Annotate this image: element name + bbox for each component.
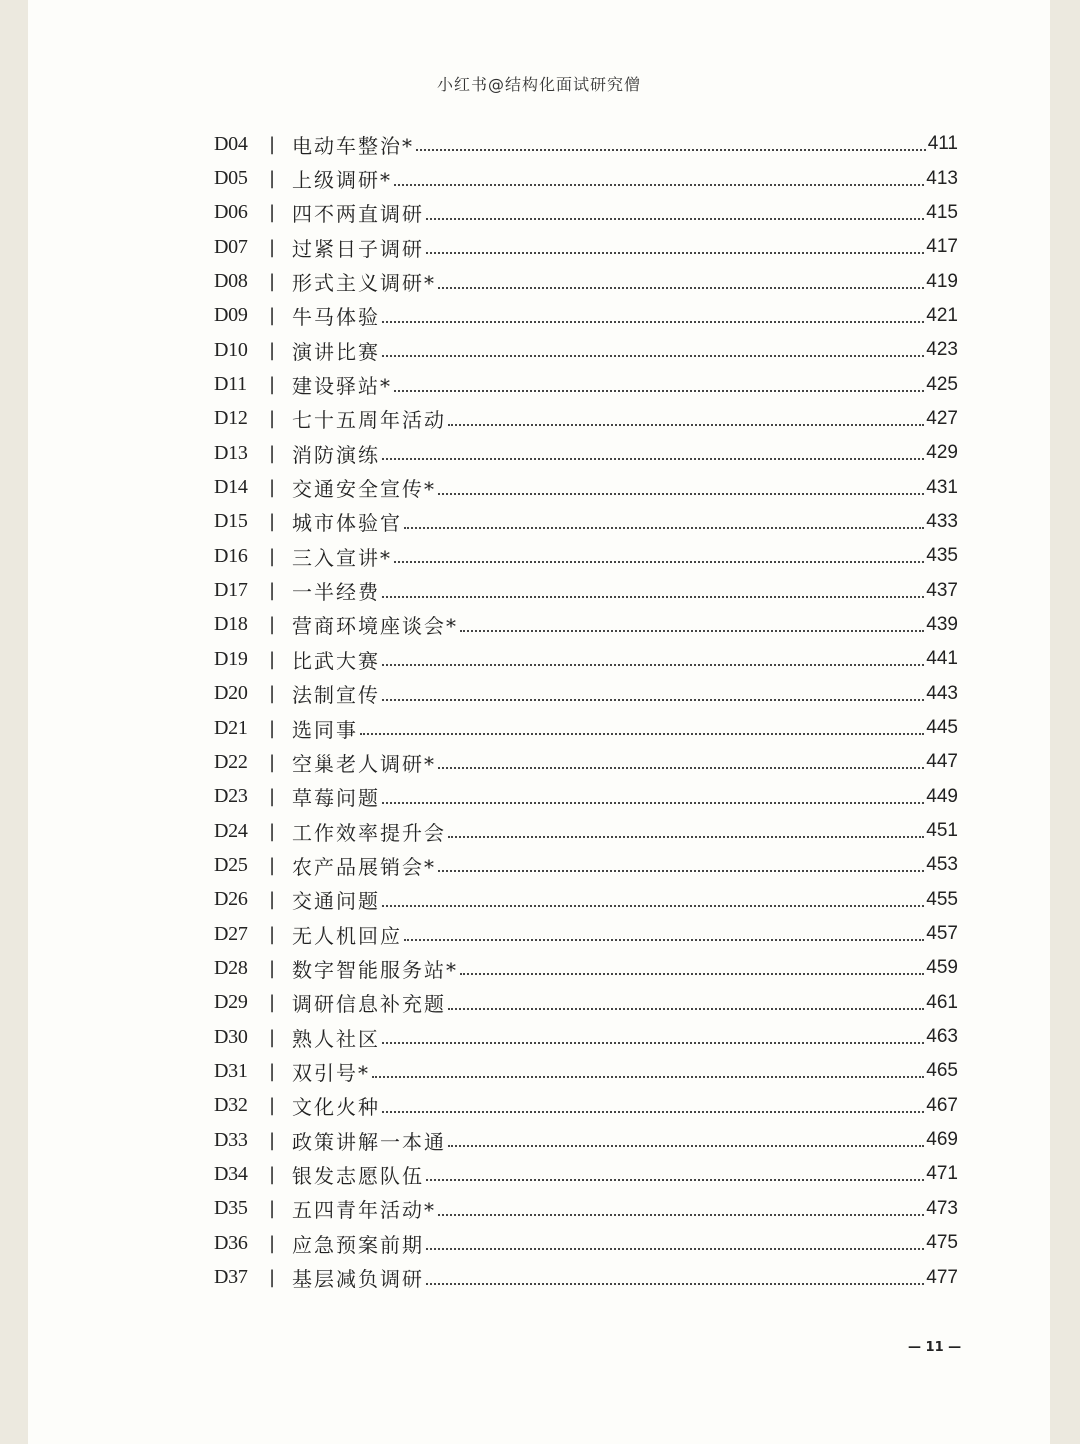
toc-entry-code: D36 [214, 1231, 248, 1254]
toc-entry-separator: | [268, 374, 276, 396]
toc-dot-leader [448, 1141, 924, 1147]
toc-dot-leader [382, 660, 924, 666]
toc-entry-page: 455 [926, 888, 958, 910]
toc-entry-separator: | [268, 168, 276, 190]
toc-entry-separator: | [268, 580, 276, 602]
toc-entry[interactable] [214, 711, 958, 745]
toc-entry-title: 牛马体验 [292, 305, 380, 330]
toc-entry-code: D32 [214, 1094, 248, 1117]
toc-dot-leader [448, 1004, 924, 1010]
toc-entry-code: D30 [214, 1025, 248, 1048]
toc-entry-title: 三入宣讲* [292, 545, 392, 570]
toc-entry-code: D13 [214, 441, 248, 464]
toc-dot-leader [394, 557, 924, 563]
toc-entry[interactable] [214, 917, 958, 951]
toc-entry-page: 423 [926, 339, 958, 361]
toc-entry-page: 411 [927, 133, 958, 155]
toc-entry-page: 459 [926, 957, 958, 979]
toc-dot-leader [382, 454, 924, 460]
toc-entry-title: 熟人社区 [292, 1026, 380, 1051]
toc-entry-title: 演讲比赛 [292, 339, 380, 364]
toc-entry[interactable] [214, 1157, 958, 1191]
toc-entry-page: 415 [926, 201, 958, 223]
toc-entry-page: 433 [926, 510, 958, 532]
toc-entry-page: 475 [926, 1232, 958, 1254]
toc-entry-page: 461 [926, 991, 958, 1013]
toc-entry-title: 四不两直调研 [292, 202, 424, 227]
toc-entry-separator: | [268, 271, 276, 293]
toc-entry-title: 五四青年活动* [292, 1198, 436, 1223]
toc-entry-code: D10 [214, 338, 248, 361]
toc-entry-page: 447 [926, 751, 958, 773]
toc-dot-leader [394, 180, 924, 186]
toc-entry[interactable] [214, 848, 958, 882]
toc-dot-leader [438, 866, 924, 872]
toc-entry[interactable] [214, 505, 958, 539]
toc-entry[interactable] [214, 883, 958, 917]
toc-entry-title: 电动车整治* [292, 133, 414, 158]
toc-entry-separator: | [268, 236, 276, 258]
toc-entry-page: 477 [926, 1266, 958, 1288]
toc-entry-title: 一半经费 [292, 580, 380, 605]
toc-entry[interactable] [214, 642, 958, 676]
toc-dot-leader [382, 351, 924, 357]
toc-entry-page: 449 [926, 785, 958, 807]
toc-dot-leader [426, 1279, 924, 1285]
toc-dot-leader [382, 798, 924, 804]
toc-entry-code: D05 [214, 167, 248, 190]
toc-entry-page: 445 [926, 717, 958, 739]
toc-dot-leader [448, 832, 924, 838]
toc-entry-page: 417 [926, 236, 958, 258]
toc-entry-separator: | [268, 717, 276, 739]
toc-entry-code: D34 [214, 1162, 248, 1185]
toc-entry[interactable] [214, 436, 958, 470]
toc-dot-leader [438, 763, 924, 769]
toc-entry-code: D18 [214, 613, 248, 636]
toc-entry-separator: | [268, 442, 276, 464]
toc-entry-page: 465 [926, 1060, 958, 1082]
toc-entry-title: 双引号* [292, 1060, 370, 1085]
toc-entry-page: 451 [926, 820, 958, 842]
toc-entry-code: D19 [214, 647, 248, 670]
toc-entry-code: D06 [214, 201, 248, 224]
toc-entry[interactable] [214, 1089, 958, 1123]
toc-entry[interactable] [214, 196, 958, 230]
table-of-contents [214, 127, 958, 1295]
toc-dot-leader [416, 145, 926, 151]
toc-entry-title: 交通安全宣传* [292, 477, 436, 502]
toc-entry-title: 七十五周年活动 [292, 408, 446, 433]
toc-entry-separator: | [268, 854, 276, 876]
toc-entry-separator: | [268, 1267, 276, 1289]
toc-entry-code: D35 [214, 1197, 248, 1220]
toc-entry-title: 数字智能服务站* [292, 957, 458, 982]
toc-entry-code: D23 [214, 785, 248, 808]
toc-entry-page: 425 [926, 373, 958, 395]
toc-entry-title: 空巢老人调研* [292, 751, 436, 776]
toc-entry-separator: | [268, 545, 276, 567]
toc-entry[interactable] [214, 470, 958, 504]
toc-entry-page: 427 [926, 407, 958, 429]
toc-entry-code: D37 [214, 1266, 248, 1289]
toc-entry-separator: | [268, 786, 276, 808]
toc-entry-title: 交通问题 [292, 889, 380, 914]
toc-entry-page: 421 [926, 304, 958, 326]
toc-entry-title: 建设驿站* [292, 374, 392, 399]
toc-entry-separator: | [268, 408, 276, 430]
toc-dot-leader [426, 214, 924, 220]
toc-entry-title: 无人机回应 [292, 923, 402, 948]
toc-entry[interactable] [214, 608, 958, 642]
toc-entry-title: 营商环境座谈会* [292, 614, 458, 639]
toc-entry-page: 435 [926, 545, 958, 567]
toc-entry-separator: | [268, 889, 276, 911]
toc-entry[interactable] [214, 677, 958, 711]
toc-entry-title: 选同事 [292, 717, 358, 742]
toc-entry[interactable] [214, 161, 958, 195]
toc-entry-code: D25 [214, 853, 248, 876]
toc-entry-separator: | [268, 820, 276, 842]
toc-entry-title: 形式主义调研* [292, 271, 436, 296]
toc-entry-separator: | [268, 648, 276, 670]
toc-entry-title: 银发志愿队伍 [292, 1163, 424, 1188]
toc-entry-page: 453 [926, 854, 958, 876]
toc-entry-separator: | [268, 923, 276, 945]
toc-entry-code: D14 [214, 476, 248, 499]
toc-entry-code: D04 [214, 132, 248, 155]
toc-entry-separator: | [268, 305, 276, 327]
toc-entry[interactable] [214, 986, 958, 1020]
toc-entry[interactable] [214, 127, 958, 161]
toc-entry[interactable] [214, 780, 958, 814]
toc-entry-separator: | [268, 202, 276, 224]
toc-entry-title: 比武大赛 [292, 648, 380, 673]
toc-entry-title: 政策讲解一本通 [292, 1129, 446, 1154]
toc-entry[interactable] [214, 299, 958, 333]
toc-entry-title: 法制宣传 [292, 683, 380, 708]
toc-entry-separator: | [268, 1163, 276, 1185]
toc-entry-title: 基层减负调研 [292, 1267, 424, 1292]
toc-entry-code: D28 [214, 956, 248, 979]
toc-entry[interactable] [214, 539, 958, 573]
page-header: 小红书@结构化面试研究僧 [436, 75, 641, 94]
toc-entry-page: 443 [926, 682, 958, 704]
toc-entry-code: D24 [214, 819, 248, 842]
toc-dot-leader [382, 317, 924, 323]
document-page [28, 0, 1050, 1444]
toc-entry-code: D07 [214, 235, 248, 258]
toc-entry-separator: | [268, 339, 276, 361]
toc-dot-leader [460, 969, 924, 975]
toc-entry[interactable] [214, 1226, 958, 1260]
toc-entry[interactable] [214, 1123, 958, 1157]
toc-dot-leader [438, 1210, 924, 1216]
toc-entry-title: 文化火种 [292, 1095, 380, 1120]
toc-entry-title: 调研信息补充题 [292, 992, 446, 1017]
toc-entry-code: D15 [214, 510, 248, 533]
toc-dot-leader [382, 695, 924, 701]
toc-entry-code: D17 [214, 579, 248, 602]
toc-entry-code: D27 [214, 922, 248, 945]
toc-dot-leader [438, 489, 924, 495]
toc-dot-leader [404, 523, 924, 529]
toc-entry-page: 457 [926, 923, 958, 945]
toc-entry-code: D12 [214, 407, 248, 430]
toc-entry-title: 城市体验官 [292, 511, 402, 536]
toc-entry-page: 471 [926, 1163, 958, 1185]
toc-entry-code: D29 [214, 991, 248, 1014]
toc-entry[interactable] [214, 402, 958, 436]
toc-dot-leader [404, 935, 924, 941]
toc-entry-code: D33 [214, 1128, 248, 1151]
toc-entry-separator: | [268, 1095, 276, 1117]
toc-dot-leader [438, 283, 924, 289]
toc-entry-code: D16 [214, 544, 248, 567]
toc-dot-leader [426, 248, 924, 254]
toc-entry-separator: | [268, 1198, 276, 1220]
toc-entry-page: 413 [926, 167, 958, 189]
toc-entry[interactable] [214, 1054, 958, 1088]
toc-entry-page: 431 [926, 476, 958, 498]
toc-entry-title: 草莓问题 [292, 786, 380, 811]
toc-entry-separator: | [268, 1129, 276, 1151]
toc-entry-page: 467 [926, 1094, 958, 1116]
toc-entry-title: 消防演练 [292, 442, 380, 467]
toc-entry-page: 429 [926, 442, 958, 464]
toc-entry-title: 上级调研* [292, 168, 392, 193]
toc-entry-code: D20 [214, 682, 248, 705]
toc-entry-code: D08 [214, 270, 248, 293]
toc-dot-leader [394, 386, 924, 392]
toc-entry-separator: | [268, 477, 276, 499]
toc-dot-leader [426, 1244, 924, 1250]
toc-entry-title: 应急预案前期 [292, 1232, 424, 1257]
toc-entry-code: D31 [214, 1059, 248, 1082]
toc-entry-page: 473 [926, 1197, 958, 1219]
toc-entry-title: 农产品展销会* [292, 854, 436, 879]
toc-entry[interactable] [214, 264, 958, 298]
toc-entry[interactable] [214, 1260, 958, 1294]
toc-entry-separator: | [268, 992, 276, 1014]
toc-dot-leader [372, 1072, 924, 1078]
toc-entry[interactable] [214, 333, 958, 367]
toc-entry[interactable] [214, 814, 958, 848]
toc-dot-leader [382, 592, 924, 598]
toc-entry-title: 过紧日子调研 [292, 236, 424, 261]
toc-entry-code: D11 [214, 373, 247, 396]
toc-entry-separator: | [268, 1026, 276, 1048]
toc-entry-title: 工作效率提升会 [292, 820, 446, 845]
toc-entry-page: 441 [926, 648, 958, 670]
toc-entry-code: D09 [214, 304, 248, 327]
toc-dot-leader [460, 626, 924, 632]
toc-entry[interactable] [214, 745, 958, 779]
toc-entry-page: 437 [926, 579, 958, 601]
toc-entry-separator: | [268, 683, 276, 705]
toc-entry-page: 439 [926, 613, 958, 635]
page-number: — 11 — [908, 1340, 962, 1355]
toc-entry[interactable] [214, 573, 958, 607]
toc-entry[interactable] [214, 367, 958, 401]
toc-entry-separator: | [268, 511, 276, 533]
toc-dot-leader [382, 901, 924, 907]
toc-entry-separator: | [268, 133, 276, 155]
toc-entry[interactable] [214, 1020, 958, 1054]
toc-entry[interactable] [214, 951, 958, 985]
toc-dot-leader [360, 729, 924, 735]
toc-dot-leader [426, 1175, 924, 1181]
toc-entry-separator: | [268, 1232, 276, 1254]
toc-entry-separator: | [268, 614, 276, 636]
toc-entry-code: D21 [214, 716, 248, 739]
toc-entry-separator: | [268, 1060, 276, 1082]
toc-entry-code: D26 [214, 888, 248, 911]
toc-entry-page: 419 [926, 270, 958, 292]
toc-dot-leader [448, 420, 924, 426]
toc-dot-leader [382, 1107, 924, 1113]
toc-entry-page: 469 [926, 1129, 958, 1151]
toc-entry-separator: | [268, 751, 276, 773]
toc-entry-page: 463 [926, 1026, 958, 1048]
toc-entry-separator: | [268, 957, 276, 979]
toc-entry[interactable] [214, 1192, 958, 1226]
toc-entry-code: D22 [214, 750, 248, 773]
toc-dot-leader [382, 1038, 924, 1044]
toc-entry[interactable] [214, 230, 958, 264]
